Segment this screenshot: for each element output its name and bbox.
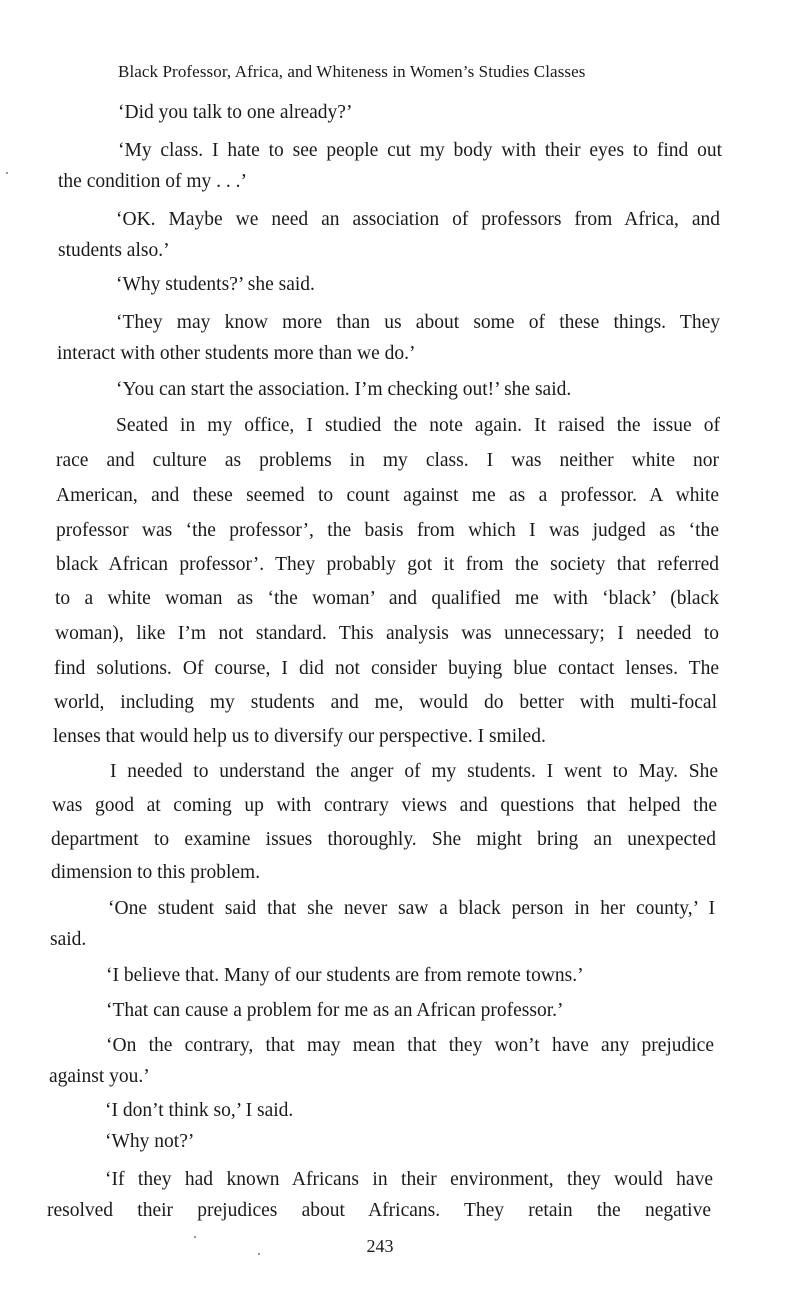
text-line: students also.’ xyxy=(58,240,170,261)
text-line: was good at coming up with contrary views and questions that helped the xyxy=(52,795,717,816)
text-line: ‘OK. Maybe we need an association of professors from Africa, and xyxy=(116,209,720,230)
text-line: lenses that would help us to diversify our perspective. I smiled. xyxy=(53,726,546,747)
scan-speck xyxy=(6,172,8,174)
text-line: ‘They may know more than us about some of these things. They xyxy=(116,312,720,333)
text-line: find solutions. Of course, I did not consider buying blue contact lenses. The xyxy=(54,658,719,679)
text-line: ‘One student said that she never saw a black person in her county,’ I xyxy=(108,898,715,919)
text-line: ‘If they had known Africans in their environment, they would have xyxy=(105,1169,713,1190)
text-line: department to examine issues thoroughly. She might bring an unexpected xyxy=(51,829,716,850)
text-line: ‘I don’t think so,’ I said. xyxy=(105,1100,294,1121)
running-header: Black Professor, Africa, and Whiteness in Women’s Studies Classes xyxy=(118,62,586,81)
text-line: interact with other students more than we do.’ xyxy=(57,343,416,364)
text-line: ‘Why not?’ xyxy=(105,1131,195,1152)
text-line: I needed to understand the anger of my students. I went to May. She xyxy=(110,761,718,782)
text-line: ‘That can cause a problem for me as an African professor.’ xyxy=(106,1000,564,1021)
page-number: 243 xyxy=(366,1236,394,1256)
text-line: black African professor’. They probably got it from the society that referred xyxy=(56,554,719,575)
text-line: ‘I believe that. Many of our students are from remote towns.’ xyxy=(106,965,584,986)
text-line: ‘You can start the association. I’m checking out!’ she said. xyxy=(116,379,572,400)
text-line: said. xyxy=(50,929,87,950)
text-line: the condition of my . . .’ xyxy=(58,171,248,192)
text-line: Seated in my office, I studied the note again. It raised the issue of xyxy=(116,415,720,436)
text-line: woman), like I’m not standard. This analysis was unnecessary; I needed to xyxy=(55,623,719,644)
text-line: ‘Did you talk to one already?’ xyxy=(118,102,353,123)
text-line: race and culture as problems in my class. I was neither white nor xyxy=(56,450,719,471)
text-line: world, including my students and me, would do better with multi-focal xyxy=(54,692,717,713)
text-line: resolved their prejudices about Africans. They retain the negative xyxy=(47,1200,711,1221)
text-line: ‘My class. I hate to see people cut my body with their eyes to find out xyxy=(118,140,722,161)
text-line: to a white woman as ‘the woman’ and qualified me with ‘black’ (black xyxy=(55,588,719,609)
text-line: American, and these seemed to count against me as a professor. A white xyxy=(56,485,719,506)
text-line: against you.’ xyxy=(49,1066,150,1087)
text-line: dimension to this problem. xyxy=(51,862,261,883)
text-line: ‘On the contrary, that may mean that they won’t have any prejudice xyxy=(106,1035,714,1056)
text-line: ‘Why students?’ she said. xyxy=(116,274,315,295)
text-line: professor was ‘the professor’, the basis from which I was judged as ‘the xyxy=(56,520,719,541)
